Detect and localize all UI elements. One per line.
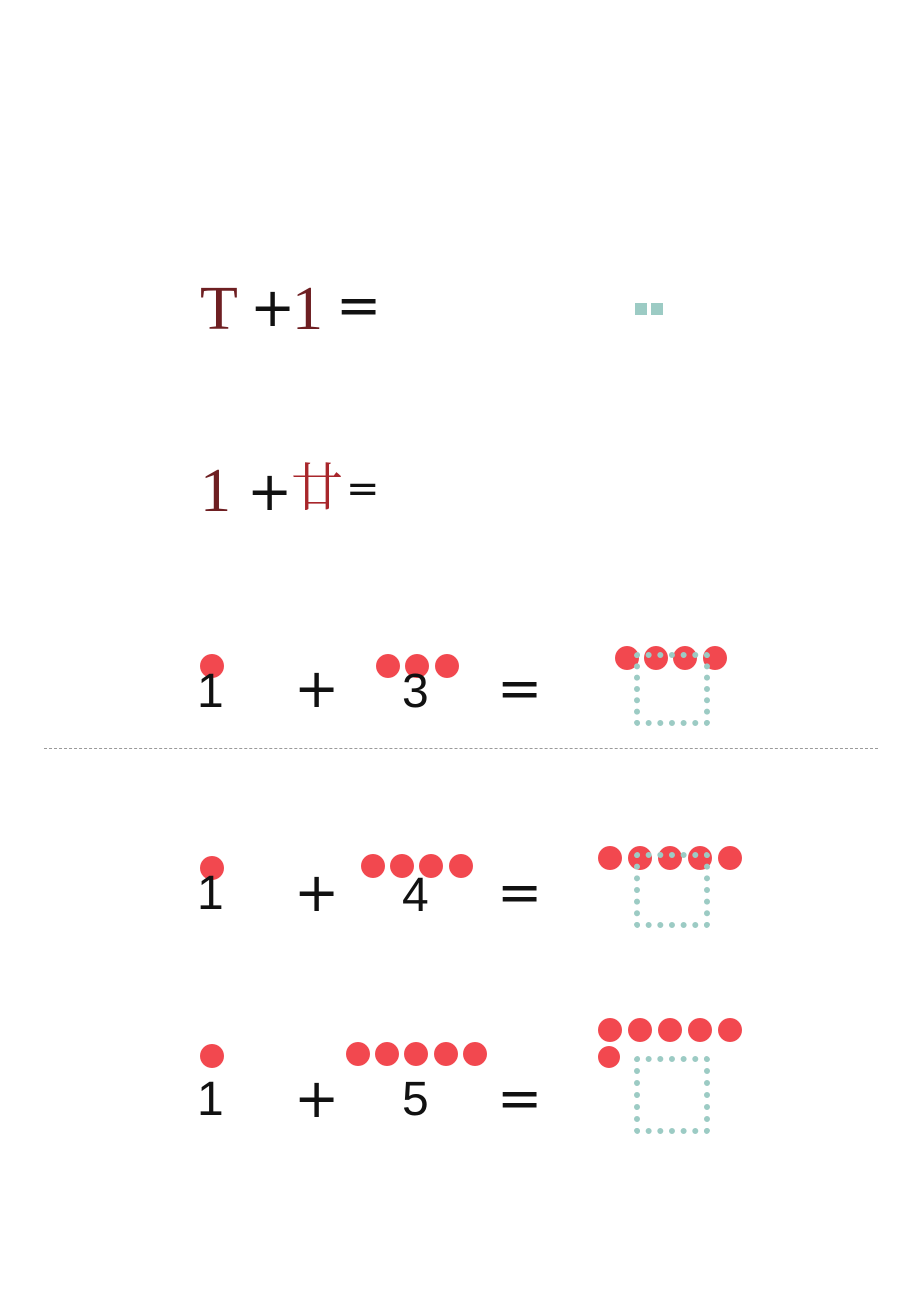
- dot: [376, 654, 400, 678]
- dot: [346, 1042, 370, 1066]
- dot: [658, 1018, 682, 1042]
- addend-b: 5: [402, 1073, 429, 1126]
- dot: [718, 1018, 742, 1042]
- dot: [434, 1042, 458, 1066]
- garbled-row-1-plus: +: [250, 276, 296, 339]
- garbled-row-1-equals: =: [336, 274, 382, 337]
- equals-sign: =: [497, 861, 543, 924]
- addend-b: 3: [402, 665, 429, 718]
- dot: [404, 1042, 428, 1066]
- addend-a: 1: [197, 867, 224, 920]
- plus-sign: +: [294, 861, 340, 924]
- dot: [361, 854, 385, 878]
- answer-box[interactable]: [634, 852, 710, 928]
- dot: [449, 854, 473, 878]
- garbled-row-1-left: T: [200, 275, 238, 343]
- addend-b: 4: [402, 869, 429, 922]
- equals-sign: =: [497, 1067, 543, 1130]
- dot: [200, 1044, 224, 1068]
- equals-sign: =: [497, 657, 543, 720]
- answer-box[interactable]: [634, 652, 710, 726]
- answer-marker: [635, 303, 647, 315]
- garbled-row-2-left: 1: [200, 457, 231, 525]
- dot: [435, 654, 459, 678]
- divider: [44, 748, 878, 749]
- dot: [375, 1042, 399, 1066]
- garbled-row-1-right: 1: [292, 275, 323, 343]
- plus-sign: +: [294, 657, 340, 720]
- dot: [688, 1018, 712, 1042]
- dot: [463, 1042, 487, 1066]
- dot: [598, 1046, 620, 1068]
- garbled-row-2-plus: +: [247, 460, 293, 523]
- plus-sign: +: [294, 1067, 340, 1130]
- answer-marker: [651, 303, 663, 315]
- addend-a: 1: [197, 1073, 224, 1126]
- garbled-row-2-right: 廿: [291, 461, 344, 518]
- answer-box[interactable]: [634, 1056, 710, 1134]
- dot: [598, 846, 622, 870]
- addend-a: 1: [197, 665, 224, 718]
- dot: [718, 846, 742, 870]
- dot: [628, 1018, 652, 1042]
- garbled-row-2-equals: =: [346, 466, 380, 512]
- dot: [598, 1018, 622, 1042]
